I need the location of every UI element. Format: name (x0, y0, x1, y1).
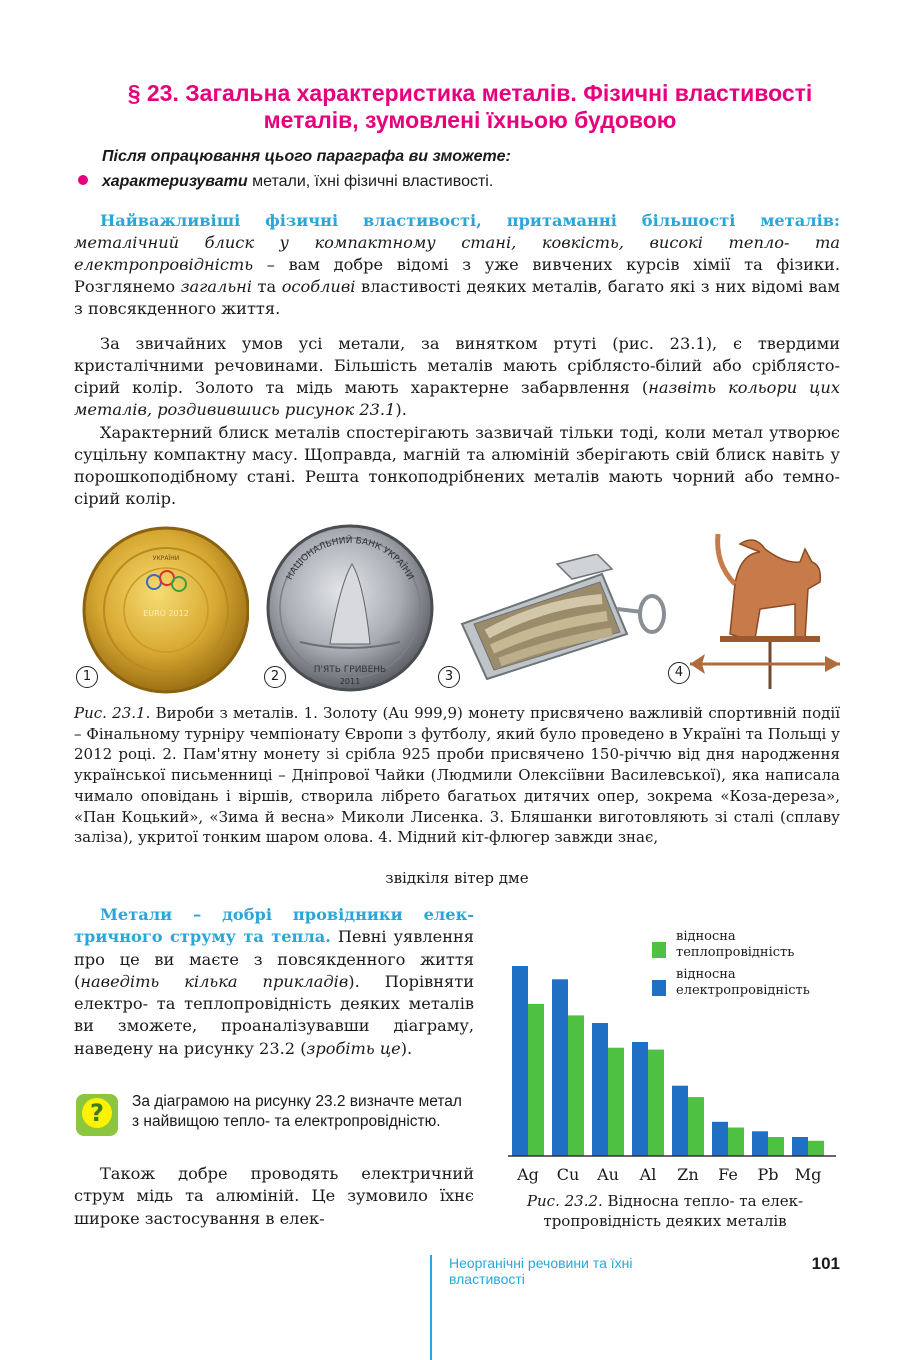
bar-thermal-mg (808, 1141, 824, 1156)
legend-label-0-1: теплопровідність (676, 945, 795, 960)
legend-label-0-0: відносна (676, 929, 736, 944)
x-tick-label-pb: Pb (757, 1165, 779, 1184)
figure-23-2-caption (500, 1191, 830, 1231)
bar-thermal-pb (768, 1137, 784, 1156)
bar-thermal-ag (528, 1004, 544, 1156)
legend-swatch-0 (652, 942, 666, 958)
section-title (70, 80, 870, 134)
bar-thermal-al (648, 1050, 664, 1156)
p1-italic: металічний блиск у компактному стані, ковкість, високі тепло- та електропровідність (74, 233, 840, 274)
title-line-2: металів, зумовлені їхньою будовою (263, 107, 677, 133)
p1-text-3: властивості деяких металів, багато які з них відомі вам з повсякденного життя. (74, 277, 840, 318)
x-tick-label-cu: Cu (556, 1165, 580, 1184)
silver-coin-image (260, 524, 440, 694)
p2-italic: назвіть кольори цих металів, роздивившись рисунок 23.1 (74, 378, 840, 419)
paragraph-3: Характерний блиск металів спостерігають зазвичай тільки тоді, коли метал утворює суцільну компактну масу. Щоправда, магній та алюміній зберігають свій блиск навіть у порошкоподібному стані. Решта тонкоподрібнених металів мають чорний або темно-сірий колір. (74, 423, 840, 508)
title-line-1: § 23. Загальна характеристика металів. Фізичні властивості (127, 80, 813, 106)
x-tick-label-ag: Ag (517, 1165, 539, 1184)
p1-text-1: – вам добре відомі з уже вивчених курсів хімії та фізики. Розглянемо (74, 255, 840, 296)
bar-electrical-mg (792, 1137, 808, 1156)
objective-verb: характеризувати (102, 173, 248, 190)
p1-lead: Найважливіші фізичні властивості, притаманні більшості металів: (100, 211, 840, 230)
bar-thermal-au (608, 1048, 624, 1156)
x-tick-label-mg: Mg (794, 1165, 822, 1184)
figure-23-1-caption (74, 703, 840, 848)
question-text: За діаграмою на рисунку 23.2 визначте метал з найвищою тепло- та електропровідністю. (132, 1093, 462, 1130)
coin2-value: П'ЯТЬ ГРИВЕНЬ (313, 665, 387, 675)
p1-italic-2: загальні (180, 277, 252, 296)
caption2-label: Рис. 23.2. (526, 1192, 603, 1210)
p2-text-1: За звичайних умов усі метали, за винятком ртуті (рис. 23.1), є твердими кристалічними речовинами. Більшість металів мають сріблясто-білий або сріблясто-сірий колір. Золото та мідь мають характерне забарвлення ( (74, 334, 840, 397)
coin2-year: 2011 (339, 677, 361, 686)
question-box (74, 1090, 474, 1156)
figure-label-3: 3 (438, 666, 460, 688)
objectives-item (78, 173, 493, 191)
chart-legend (652, 929, 810, 998)
paragraph-4 (74, 904, 474, 1060)
bar-electrical-fe (712, 1122, 728, 1156)
x-axis-labels (516, 1165, 821, 1184)
legend-label-1-1: електропровідність (676, 983, 810, 998)
bar-thermal-zn (688, 1097, 704, 1156)
bar-electrical-al (632, 1042, 648, 1156)
bullet-icon (78, 175, 88, 185)
paragraph-2 (74, 333, 840, 421)
p4-italic-1: наведіть кілька прикладів (80, 971, 349, 991)
page-number: 101 (811, 1254, 840, 1273)
x-tick-label-fe: Fe (718, 1165, 738, 1184)
figure-label-2: 2 (264, 666, 286, 688)
coin1-text-euro: EURO 2012 (143, 609, 189, 618)
x-tick-label-au: Au (597, 1165, 619, 1184)
figure-23-1 (74, 524, 840, 694)
bar-electrical-ag (512, 966, 528, 1156)
figure-label-1: 1 (76, 666, 98, 688)
p1-italic-3: особливі (281, 277, 356, 296)
p4-text-2: ). Порівняти електро- та теплопровідність деяких металів ви зможете, проаналізувавши діаграму, наведену на рисунку 23.2 ( (74, 971, 474, 1058)
bar-electrical-zn (672, 1086, 688, 1156)
legend-swatch-1 (652, 980, 666, 996)
conductivity-bar-chart (490, 920, 850, 1195)
bar-electrical-au (592, 1023, 608, 1156)
caption-label: Рис. 23.1. (74, 704, 151, 722)
copper-cat-weathervane-image (680, 524, 845, 694)
footer-divider (430, 1255, 432, 1360)
figure-label-4: 4 (668, 662, 690, 684)
p4-text-1: Певні уявлення про це ви маєте з повсякденного життя ( (74, 927, 474, 991)
figure-23-1-caption-end: звідкіля вітер дме (385, 869, 529, 887)
bar-thermal-fe (728, 1128, 744, 1157)
paragraph-5: Також добре проводять електричний струм мідь та алюміній. Це зумовило їхнє широке застосування в елек- (74, 1164, 474, 1228)
objective-rest: метали, їхні фізичні властивості. (247, 173, 494, 190)
x-tick-label-al: Al (639, 1165, 657, 1184)
coin1-text-top: УКРАЇНИ (152, 555, 180, 562)
caption-text: Вироби з металів. 1. Золоту (Au 999,9) монету присвячено важливій спортивній події – Фінальному турніру чемпіонату Європи з футболу, який було проведено в Україні та Польщі у 2012 році. 2. Пам'ятну монету зі срібла 925 проби присвячено 150-річчю від дня народження української письменниці – Дніпрової Чайки (Людмили Олексіївни Василевської), яка написала чимало оповідань і віршів, створила лібрето багатьох дитячих опер, зокрема «Коза-дереза», «Пан Коцький», «Зима й весна» Миколи Лисенка. 3. Бляшанки виготовляють зі сталі (сплаву заліза), укритої тонким шаром олова. 4. Мідний кіт-флюгер завжди знає, (74, 704, 841, 847)
tin-can-image (452, 554, 672, 684)
gold-coin-image (74, 524, 249, 694)
question-mark-icon (76, 1094, 118, 1136)
question-mark-glyph: ? (82, 1098, 112, 1128)
bar-electrical-pb (752, 1131, 768, 1156)
caption2-text: Відносна тепло- та електропровідність деяких металів (543, 1192, 804, 1230)
p2-text-2: ). (395, 400, 407, 419)
p4-lead: Метали – добрі провідники електричного струму та тепла. (74, 905, 474, 947)
p1-text-2: та (251, 277, 282, 296)
p4-text-3: ). (400, 1038, 413, 1058)
bar-electrical-cu (552, 979, 568, 1156)
bar-thermal-cu (568, 1015, 584, 1156)
objectives-heading: Після опрацювання цього параграфа ви зможете: (102, 148, 511, 165)
legend-label-1-0: відносна (676, 967, 736, 982)
x-tick-label-zn: Zn (677, 1165, 699, 1184)
p4-italic-2: зробіть це (306, 1038, 401, 1058)
coin2-arc-text: НАЦІОНАЛЬНИЙ БАНК УКРАЇНИ (284, 535, 416, 582)
footer-section-title: Неорганічні речовини та їхні властивості (449, 1255, 633, 1287)
paragraph-1 (74, 210, 840, 320)
